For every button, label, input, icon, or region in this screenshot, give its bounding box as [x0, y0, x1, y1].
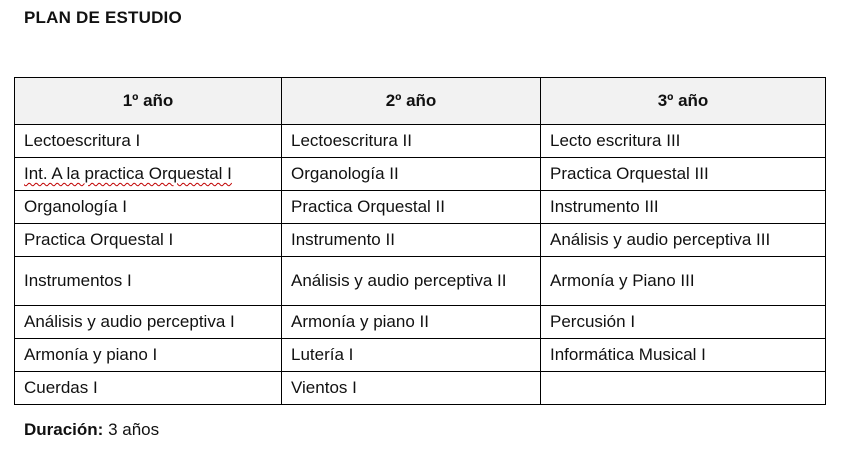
table-cell: Lectoescritura II [282, 125, 541, 158]
table-cell: Lectoescritura I [15, 125, 282, 158]
table-cell: Análisis y audio perceptiva I [15, 306, 282, 339]
table-row [15, 158, 826, 191]
header-year-3: 3º año [541, 78, 826, 125]
table-cell: Organología I [15, 191, 282, 224]
table-row [15, 224, 826, 257]
table-row [15, 125, 826, 158]
table-header-row [15, 78, 826, 125]
table-cell: Instrumento III [541, 191, 826, 224]
table-row [15, 372, 826, 405]
duration-value: 3 años [108, 420, 160, 439]
spellcheck-underlined-text: Int. A la practica Orquestal I [24, 164, 232, 183]
duration-label: Duración: [24, 420, 104, 439]
table-cell: Vientos I [282, 372, 541, 405]
table-cell: Informática Musical I [541, 339, 826, 372]
table-cell: Practica Orquestal I [15, 224, 282, 257]
table-cell: Lecto escritura III [541, 125, 826, 158]
table-cell: Cuerdas I [15, 372, 282, 405]
table-cell: Instrumento II [282, 224, 541, 257]
page-title: PLAN DE ESTUDIO [24, 8, 182, 27]
table-cell: Armonía y piano II [282, 306, 541, 339]
table-row [15, 191, 826, 224]
duration-line [24, 420, 159, 440]
table-cell: Análisis y audio perceptiva II [282, 257, 541, 306]
header-year-2: 2º año [282, 78, 541, 125]
table-row [15, 306, 826, 339]
table-row [15, 257, 826, 306]
table-cell: Organología II [282, 158, 541, 191]
table-row [15, 339, 826, 372]
table-cell: Instrumentos I [15, 257, 282, 306]
table-cell: Practica Orquestal III [541, 158, 826, 191]
header-year-1: 1º año [15, 78, 282, 125]
table-cell: Percusión I [541, 306, 826, 339]
table-cell [15, 158, 282, 191]
table-cell: Practica Orquestal II [282, 191, 541, 224]
table-cell: Análisis y audio perceptiva III [541, 224, 826, 257]
table-cell [541, 372, 826, 405]
table-cell: Armonía y Piano III [541, 257, 826, 306]
table-cell: Armonía y piano I [15, 339, 282, 372]
table-cell: Lutería I [282, 339, 541, 372]
study-plan-table [14, 77, 826, 405]
